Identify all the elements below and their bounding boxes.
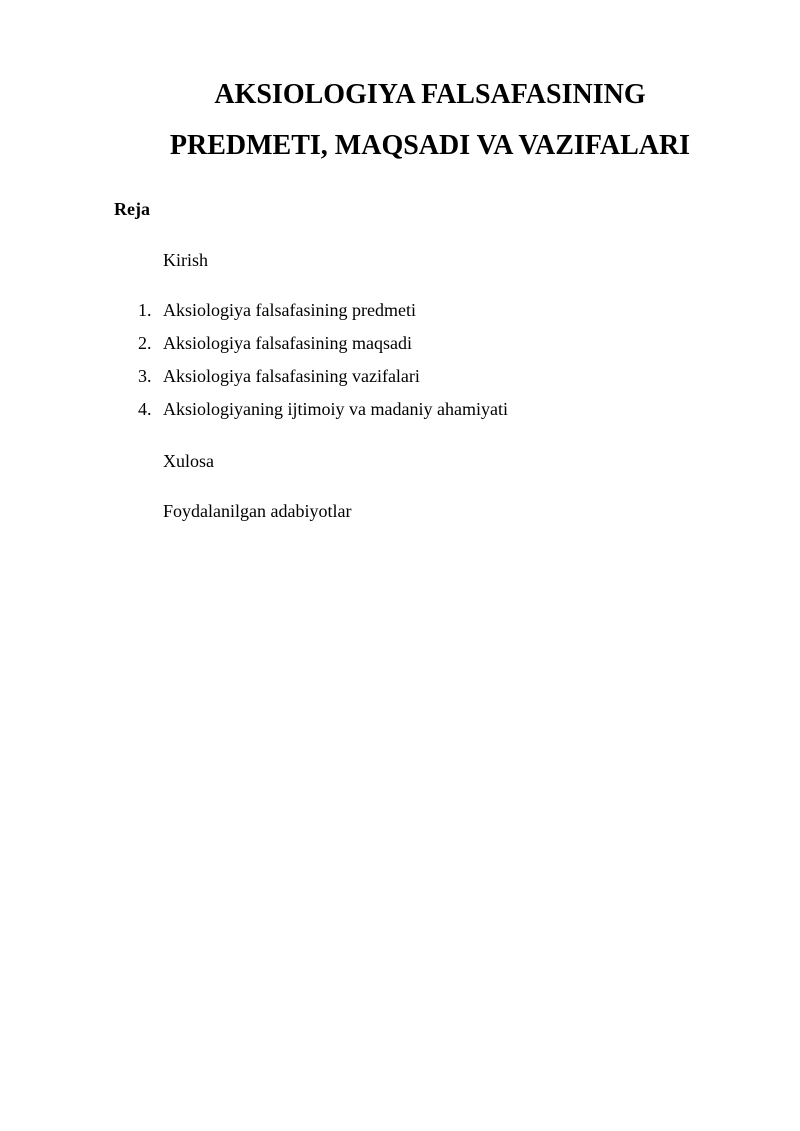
intro-entry: Kirish xyxy=(163,250,208,270)
plan-item-number: 1. xyxy=(138,300,152,320)
references-entry: Foydalanilgan adabiyotlar xyxy=(163,501,352,521)
plan-item-text: Aksiologiya falsafasining predmeti xyxy=(163,300,416,320)
plan-item-number: 4. xyxy=(138,399,152,419)
conclusion-entry: Xulosa xyxy=(163,451,214,471)
document-title-line-2: PREDMETI, MAQSADI VA VAZIFALARI xyxy=(169,130,691,161)
plan-item-number: 2. xyxy=(138,333,152,353)
document-title-line-1: AKSIOLOGIYA FALSAFASINING xyxy=(214,79,646,110)
plan-item-text: Aksiologiyaning ijtimoiy va madaniy ahamiyati xyxy=(163,399,508,419)
plan-item-text: Aksiologiya falsafasining vazifalari xyxy=(163,366,420,386)
plan-heading: Reja xyxy=(114,199,150,219)
plan-item-text: Aksiologiya falsafasining maqsadi xyxy=(163,333,412,353)
plan-item-number: 3. xyxy=(138,366,152,386)
